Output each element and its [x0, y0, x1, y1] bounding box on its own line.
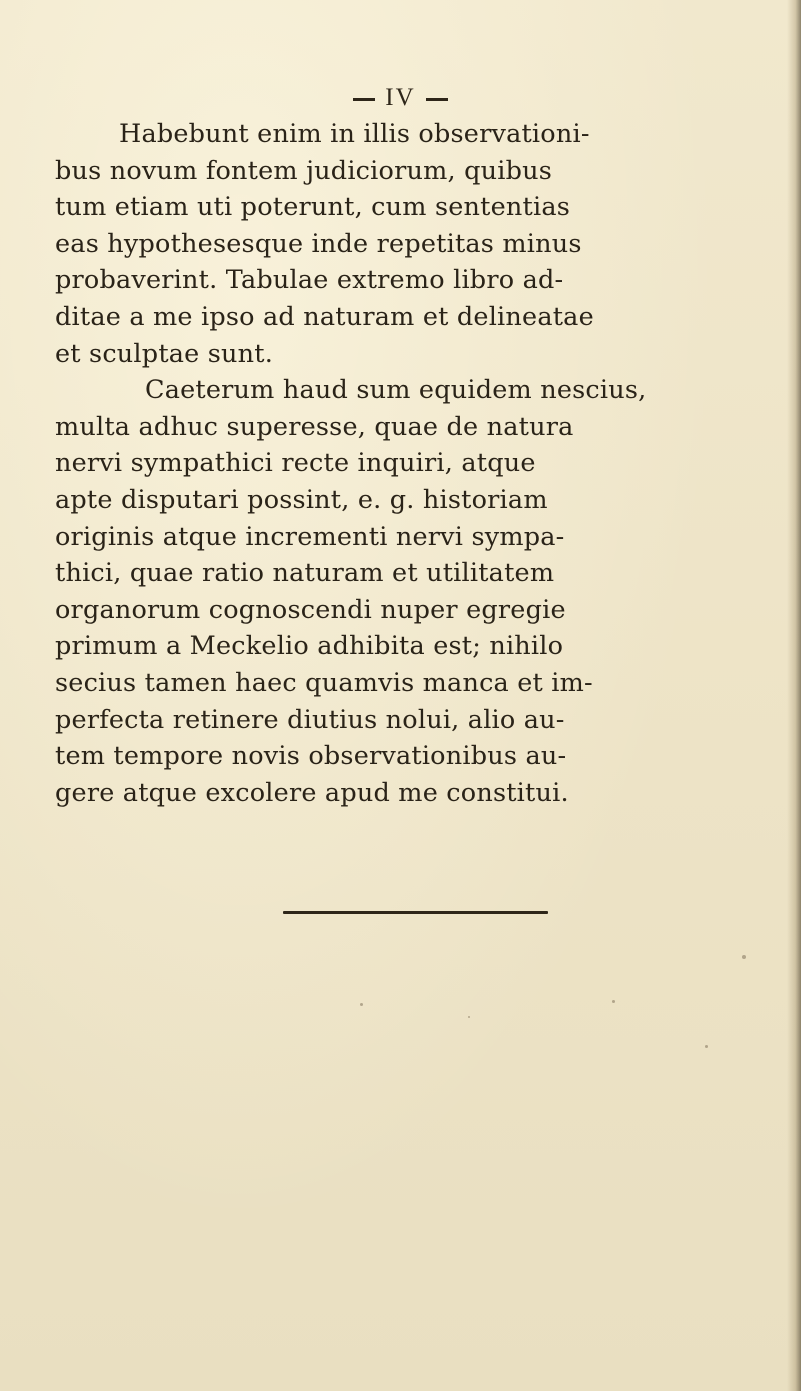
text-line: originis atque incrementi nervi sympa-	[55, 521, 565, 552]
text-line: ditae a me ipso ad naturam et delineatae	[55, 301, 594, 332]
section-rule	[283, 911, 548, 914]
text-line: gere atque excolere apud me constitui.	[55, 777, 569, 808]
paper-speck	[468, 1016, 470, 1018]
text-line: organorum cognoscendi nuper egregie	[55, 594, 566, 625]
page-edge-shadow	[787, 0, 801, 1391]
paper-speck	[705, 1045, 708, 1048]
text-line: tem tempore novis observationibus au-	[55, 741, 567, 772]
paper-speck	[612, 1000, 615, 1003]
running-head	[0, 84, 801, 112]
text-line: perfecta retinere diutius nolui, alio au-	[55, 704, 565, 735]
body-text	[55, 116, 745, 811]
text-line: et sculptae sunt.	[55, 338, 274, 369]
text-line: multa adhuc superesse, quae de natura	[55, 411, 574, 442]
text-line: Caeterum haud sum equidem nescius,	[145, 375, 647, 406]
text-line: apte disputari possint, e. g. historiam	[55, 484, 548, 515]
text-line: nervi sympathici recte inquiri, atque	[55, 448, 536, 479]
text-line: secius tamen haec quamvis manca et im-	[55, 667, 593, 698]
text-line: tum etiam uti poterunt, cum sententias	[55, 192, 571, 223]
text-line: probaverint. Tabulae extremo libro ad-	[55, 265, 564, 296]
head-dash-left	[353, 98, 375, 101]
text-line: primum a Meckelio adhibita est; nihilo	[55, 631, 564, 662]
head-dash-right	[426, 98, 448, 101]
paper-speck	[360, 1003, 363, 1006]
text-line: eas hypothesesque inde repetitas minus	[55, 228, 582, 259]
paper-speck	[742, 955, 746, 959]
text-line: thici, quae ratio naturam et utilitatem	[55, 558, 555, 589]
text-line: Habebunt enim in illis observationi-	[119, 119, 590, 149]
text-line: bus novum fontem judiciorum, quibus	[55, 155, 553, 186]
page-number: IV	[385, 84, 416, 111]
